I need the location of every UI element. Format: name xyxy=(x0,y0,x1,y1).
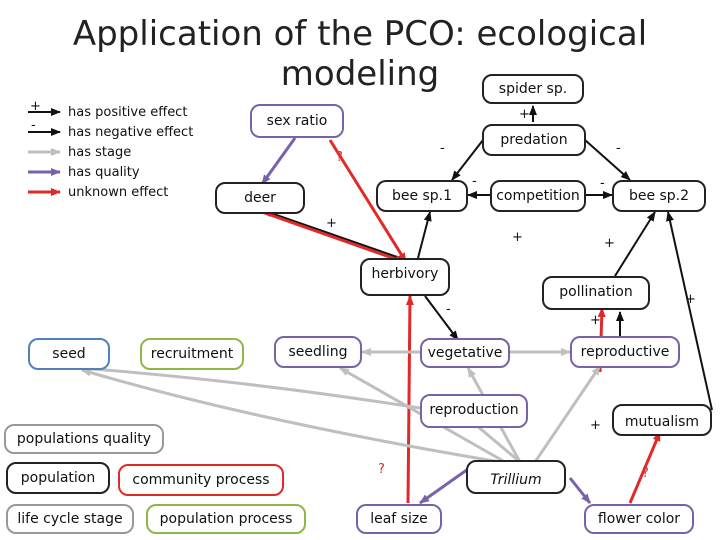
node-competition: competition xyxy=(490,180,586,212)
node-seed: seed xyxy=(28,338,110,370)
node-reproductive: reproductive xyxy=(570,336,680,368)
edge-herbivory-vegetative xyxy=(425,296,458,340)
sign-leafsize-question: ? xyxy=(378,462,385,477)
node-deer: deer xyxy=(215,182,305,214)
node-seedling: seedling xyxy=(274,336,362,368)
node-population: population xyxy=(6,462,110,494)
node-mutualism: mutualism xyxy=(612,404,712,436)
legend-sign-positive: + xyxy=(30,99,41,114)
sign-bee2-mutualism: + xyxy=(685,292,696,307)
node-population-process: population process xyxy=(146,504,306,534)
sign-competition-bee1: - xyxy=(472,174,477,189)
edge-trillium-reproductive xyxy=(535,366,600,462)
legend-label-stage: has stage xyxy=(68,145,132,160)
node-spider: spider sp. xyxy=(482,74,584,104)
legend-label-positive: has positive effect xyxy=(68,105,188,120)
edge-trillium-flowercolor xyxy=(570,478,590,503)
edge-mutualism-bee2 xyxy=(668,212,712,410)
sign-mutualism-plus: + xyxy=(590,418,601,433)
legend-label-quality: has quality xyxy=(68,165,140,180)
sign-deer-herbivory: + xyxy=(326,216,337,231)
sign-predation-bee2: - xyxy=(616,141,621,156)
node-sex-ratio: sex ratio xyxy=(250,104,344,138)
node-populations-quality: populations quality xyxy=(4,424,164,454)
sign-bee2-pollination: + xyxy=(604,236,615,251)
node-reproduction: reproduction xyxy=(420,394,528,428)
edge-predation-bee1 xyxy=(452,140,483,180)
legend-label-unknown: unknown effect xyxy=(68,185,169,200)
sign-herbivory-vegetative: - xyxy=(446,302,451,317)
node-pollination: pollination xyxy=(542,276,650,310)
node-flower-color: flower color xyxy=(584,504,694,534)
sign-competition-bee2: - xyxy=(600,176,605,191)
node-leaf-size: leaf size xyxy=(356,504,442,534)
sign-bee1-herbivory: + xyxy=(512,230,523,245)
sign-flowercolor-question: ? xyxy=(642,466,649,481)
node-life-cycle-stage: life cycle stage xyxy=(6,504,134,534)
legend-label-negative: has negative effect xyxy=(68,125,194,140)
page-title: Application of the PCO: ecological modeling xyxy=(72,14,648,94)
edge-pollination-bee2 xyxy=(615,212,655,276)
edge-sexratio-deer xyxy=(262,138,295,184)
sign-pollination-reproductive: + xyxy=(590,313,601,328)
edge-predation-bee2 xyxy=(585,140,630,180)
sign-spider-predation: + xyxy=(519,107,530,122)
node-vegetative: vegetative xyxy=(420,338,510,368)
edge-herbivory-bee1 xyxy=(418,212,430,258)
node-bee1: bee sp.1 xyxy=(376,180,468,212)
node-herbivory: herbivory xyxy=(360,258,450,296)
sign-sexratio-question: ? xyxy=(336,150,343,165)
node-bee2: bee sp.2 xyxy=(612,180,706,212)
sign-predation-bee1: - xyxy=(440,141,445,156)
node-community-process: community process xyxy=(118,464,284,496)
edge-leafsize-q xyxy=(408,296,410,503)
edge-reproduction-seed xyxy=(80,368,420,408)
node-recruitment: recruitment xyxy=(140,338,244,370)
node-predation: predation xyxy=(482,124,586,156)
legend-sign-negative: - xyxy=(31,118,36,133)
node-trillium: Trillium xyxy=(466,460,566,494)
